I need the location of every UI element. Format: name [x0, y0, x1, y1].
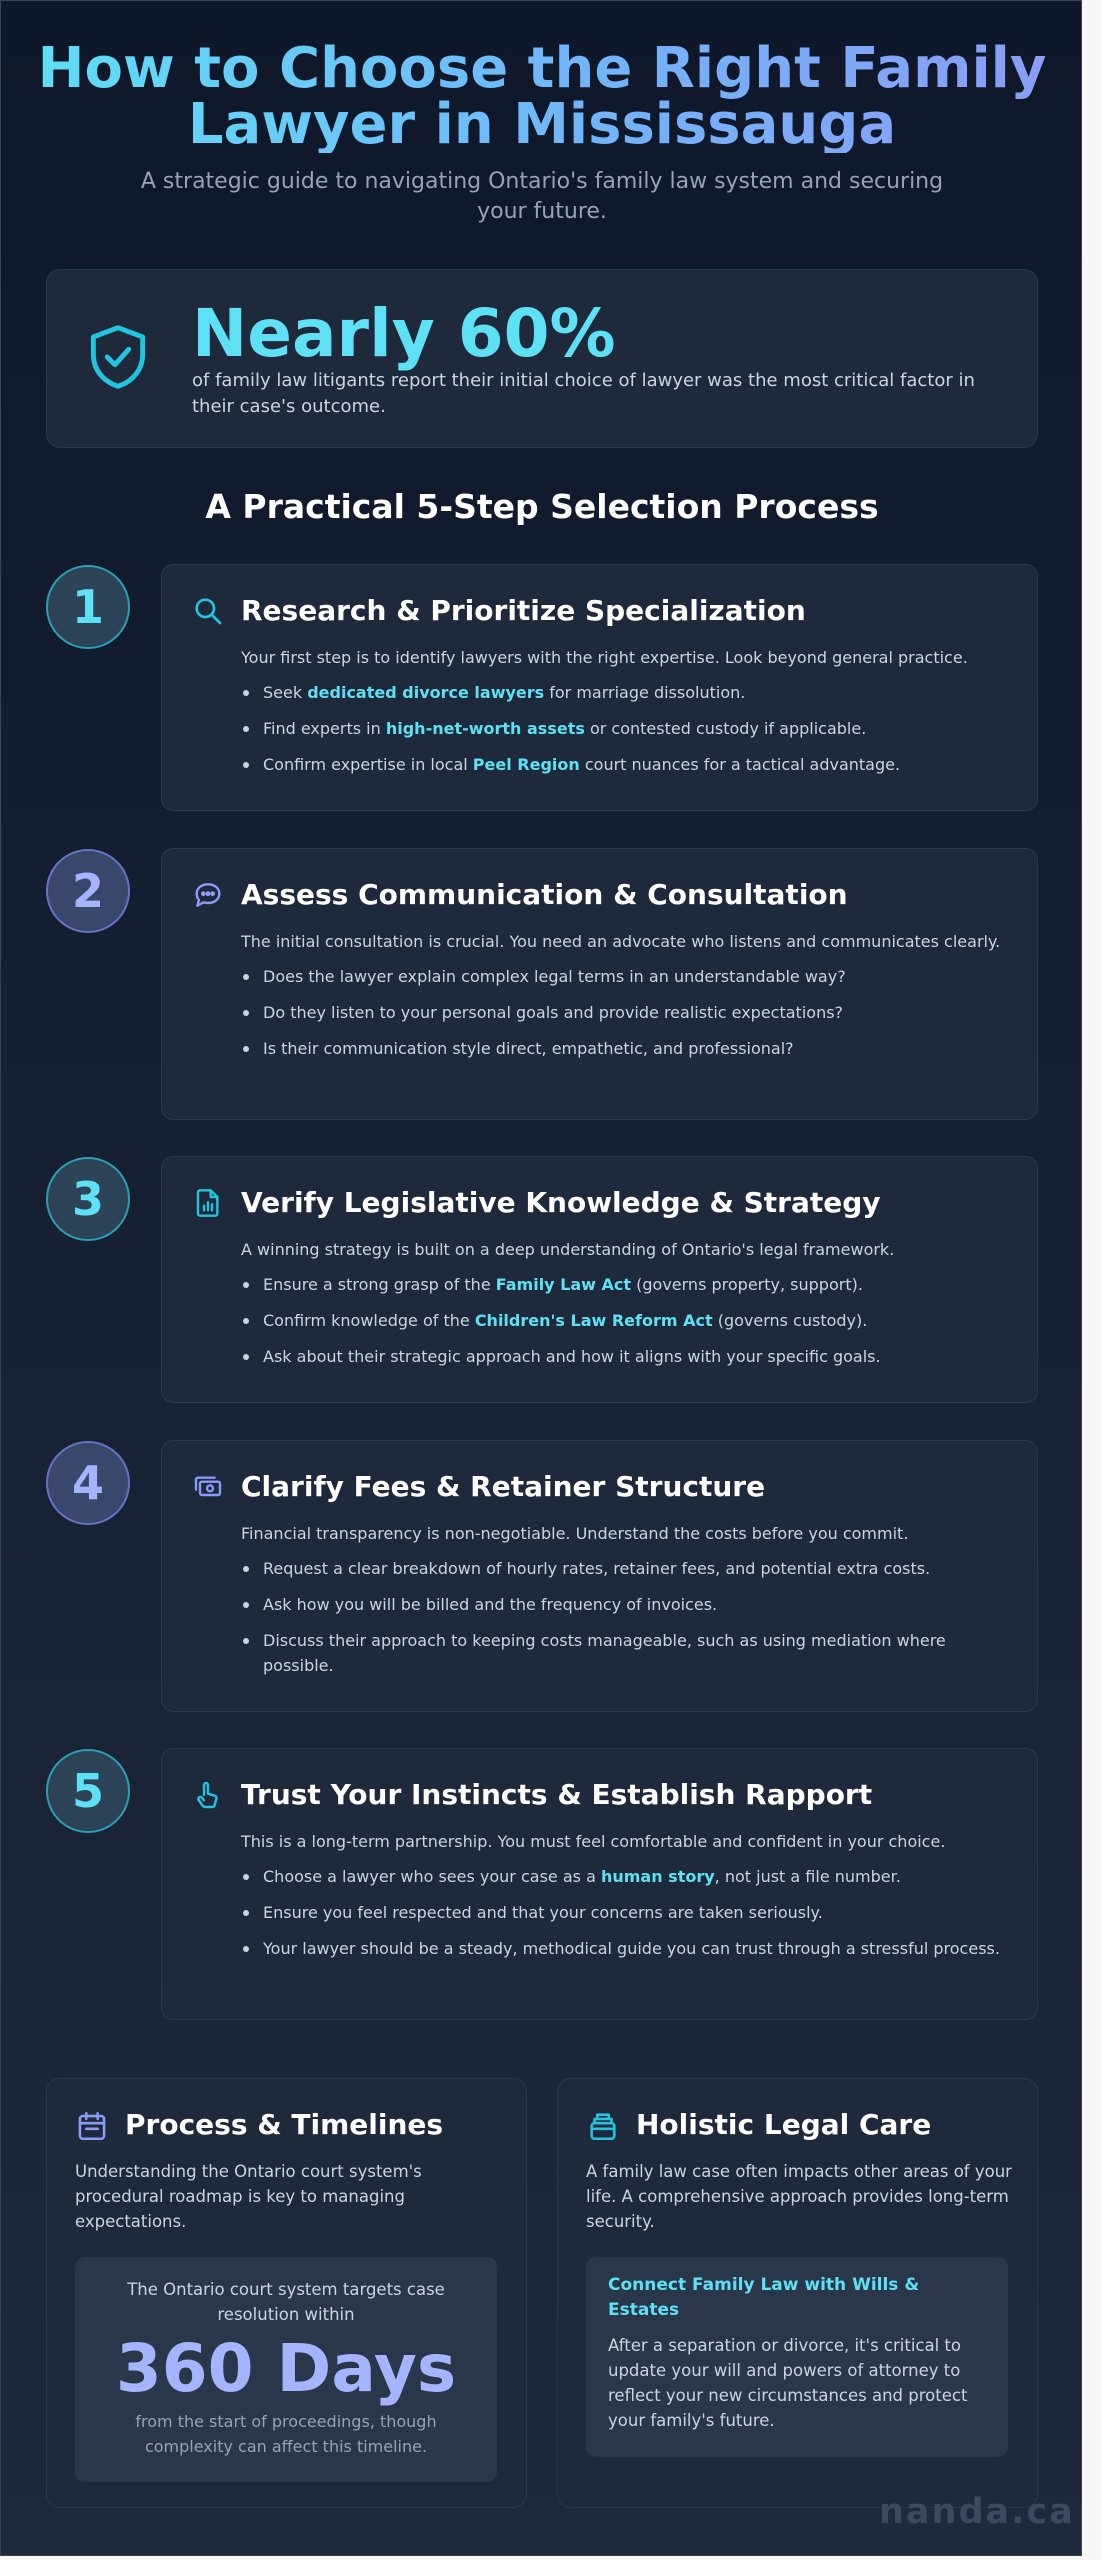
step-card-3 [161, 1156, 1038, 1403]
step-bullet-list [241, 1556, 1011, 1678]
list-item: Ensure you feel respected and that your concerns are taken seriously. [241, 1900, 1011, 1925]
step-bullet-list [241, 964, 1011, 1061]
step-title: Research & Prioritize Specialization [241, 594, 806, 627]
highlight-text: Family Law Act [495, 1275, 632, 1294]
page-title: How to Choose the Right Family Lawyer in Mississauga [1, 41, 1083, 153]
step-number-badge: 1 [46, 565, 130, 649]
step-body [241, 645, 1011, 788]
days-box [75, 2257, 497, 2482]
list-item: Request a clear breakdown of hourly rates, retainer fees, and potential extra costs. [241, 1556, 1011, 1581]
step-title: Clarify Fees & Retainer Structure [241, 1470, 766, 1503]
step-title: Assess Communication & Consultation [241, 878, 848, 911]
step-intro: Your first step is to identify lawyers with the right expertise. Look beyond general practice. [241, 648, 968, 667]
step-body [241, 1521, 1011, 1689]
list-item: Confirm expertise in local Peel Region court nuances for a tactical advantage. [241, 752, 1011, 777]
list-item: Seek dedicated divorce lawyers for marriage dissolution. [241, 680, 1011, 705]
step-card-1 [161, 564, 1038, 811]
step-number-badge: 3 [46, 1157, 130, 1241]
timelines-text: Understanding the Ontario court system's procedural roadmap is key to managing expectations. [75, 2162, 422, 2231]
days-note: from the start of proceedings, though complexity can affect this timeline. [135, 2412, 437, 2456]
step-intro: Financial transparency is non-negotiable. Understand the costs before you commit. [241, 1524, 909, 1543]
step-title: Verify Legislative Knowledge & Strategy [241, 1186, 881, 1219]
highlight-text: high-net-worth assets [385, 719, 585, 738]
step-body [241, 1829, 1011, 1972]
holistic-title: Holistic Legal Care [636, 2108, 932, 2141]
list-item: Ensure a strong grasp of the Family Law Act (governs property, support). [241, 1272, 1011, 1297]
document-chart-icon [192, 1187, 224, 1219]
step-body [241, 929, 1011, 1072]
step-intro: A winning strategy is built on a deep understanding of Ontario's legal framework. [241, 1240, 895, 1259]
list-item: Confirm knowledge of the Children's Law Reform Act (governs custody). [241, 1308, 1011, 1333]
step-bullet-list [241, 680, 1011, 777]
list-item: Choose a lawyer who sees your case as a human story, not just a file number. [241, 1864, 1011, 1889]
highlight-text: Children's Law Reform Act [474, 1311, 713, 1330]
page-subtitle: A strategic guide to navigating Ontario's family law system and securing your future. [140, 169, 944, 224]
archive-box-icon [586, 2109, 620, 2143]
hand-pointer-icon [192, 1779, 224, 1811]
list-item: Does the lawyer explain complex legal terms in an understandable way? [241, 964, 1011, 989]
holistic-card [557, 2078, 1038, 2508]
highlight-text: human story [600, 1867, 715, 1886]
days-intro: The Ontario court system targets case resolution within [127, 2280, 445, 2324]
step-number-badge: 5 [46, 1749, 130, 1833]
highlight-text: dedicated divorce lawyers [307, 683, 545, 702]
step-title: Trust Your Instincts & Establish Rapport [241, 1778, 873, 1811]
list-item: Discuss their approach to keeping costs manageable, such as using mediation where possible. [241, 1628, 1011, 1678]
list-item: Do they listen to your personal goals and provide realistic expectations? [241, 1000, 1011, 1025]
step-intro: This is a long-term partnership. You must feel comfortable and confident in your choice. [241, 1832, 946, 1851]
chat-bubble-icon [192, 879, 224, 911]
estates-text: After a separation or divorce, it's critical to update your will and powers of attorney to reflect your new circumstances and protect your family's future. [608, 2336, 968, 2430]
list-item: Ask about their strategic approach and how it aligns with your specific goals. [241, 1344, 1011, 1369]
calendar-icon [75, 2109, 109, 2143]
highlight-text: Peel Region [472, 755, 580, 774]
step-number-badge: 2 [46, 849, 130, 933]
watermark: nanda.ca [879, 2492, 1075, 2532]
step-number-badge: 4 [46, 1441, 130, 1525]
list-item: Find experts in high-net-worth assets or contested custody if applicable. [241, 716, 1011, 741]
list-item: Your lawyer should be a steady, methodical guide you can trust through a stressful process. [241, 1936, 1011, 1961]
list-item: Is their communication style direct, empathetic, and professional? [241, 1036, 1011, 1061]
estates-box [586, 2257, 1008, 2457]
section-title: A Practical 5-Step Selection Process [205, 487, 879, 526]
step-bullet-list [241, 1272, 1011, 1369]
timelines-title: Process & Timelines [125, 2108, 444, 2141]
holistic-text: A family law case often impacts other areas of your life. A comprehensive approach provides long-term security. [586, 2162, 1012, 2231]
step-card-4 [161, 1440, 1038, 1712]
shield-check-icon [81, 320, 155, 394]
step-card-5 [161, 1748, 1038, 2020]
timelines-card [46, 2078, 527, 2508]
step-bullet-list [241, 1864, 1011, 1961]
estates-heading: Connect Family Law with Wills & Estates [608, 2275, 920, 2320]
step-body [241, 1237, 1011, 1380]
search-icon [192, 595, 224, 627]
step-card-2 [161, 848, 1038, 1120]
stat-description: of family law litigants report their initial choice of lawyer was the most critical factor in their case's outcome. [192, 370, 975, 417]
step-intro: The initial consultation is crucial. You need an advocate who listens and communicates clearly. [241, 932, 1001, 951]
days-figure: 360 Days [115, 2330, 457, 2407]
list-item: Ask how you will be billed and the frequency of invoices. [241, 1592, 1011, 1617]
money-bills-icon [192, 1471, 224, 1503]
stat-figure: Nearly 60% [192, 295, 616, 372]
stat-card [46, 269, 1038, 448]
